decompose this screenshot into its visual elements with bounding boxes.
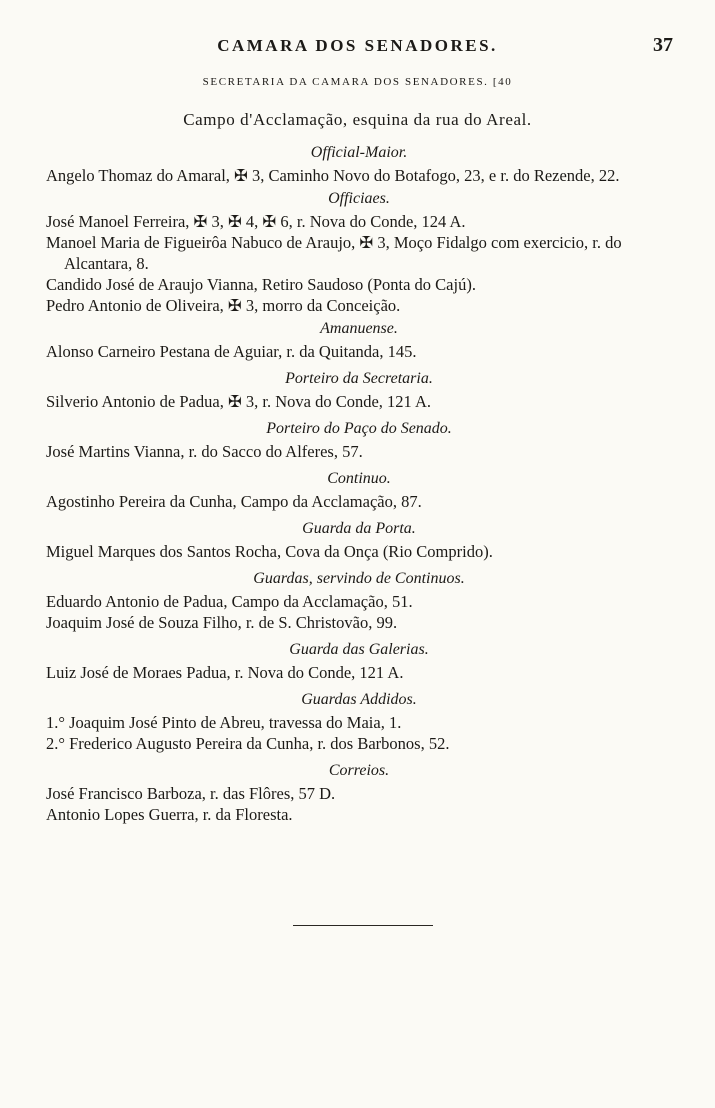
section-title-guarda-porta: Guarda da Porta. [302,520,416,537]
department-address: Campo d'Acclamação, esquina da rua do Areal. [183,110,532,129]
staff-entry: Agostinho Pereira da Cunha, Campo da Acclamação, 87. [46,492,422,511]
section-title-correios: Correios. [328,762,390,779]
section-title-guardas-addidos: Guardas Addidos. [301,691,417,708]
staff-entry: Eduardo Antonio de Padua, Campo da Acclamação, 51. [46,592,413,611]
staff-entry: 1.° Joaquim José Pinto de Abreu, travessa do Maia, 1. [46,713,402,732]
section-title-guarda-galerias: Guarda das Galerias. [289,641,429,658]
section-title-guardas-continuos: Guardas, servindo de Continuos. [253,570,465,587]
staff-entry: Silverio Antonio de Padua, ✠ 3, r. Nova do Conde, 121 A. [46,392,432,411]
staff-entry: Angelo Thomaz do Amaral, ✠ 3, Caminho Novo do Botafogo, 23, e r. do Rezende, 22. [46,166,620,185]
section-title-officiaes: Officiaes. [328,190,390,207]
section-title-amanuense: Amanuense. [320,320,398,337]
staff-entry: Joaquim José de Souza Filho, r. de S. Christovão, 99. [46,613,398,632]
staff-entry: José Francisco Barboza, r. das Flôres, 57 D. [46,784,336,803]
staff-entry: Antonio Lopes Guerra, r. da Floresta. [46,805,293,824]
department-title: SECRETARIA DA CAMARA DOS SENADORES. [40 [202,76,513,88]
staff-entry: Pedro Antonio de Oliveira, ✠ 3, morro da Conceição. [46,296,401,315]
section-title-porteiro-secretaria: Porteiro da Secretaria. [285,370,433,387]
section-title-continuo: Continuo. [327,470,391,487]
page-header [0,36,715,60]
staff-entry: Candido José de Araujo Vianna, Retiro Saudoso (Ponta do Cajú). [46,275,476,294]
staff-entry: Luiz José de Moraes Padua, r. Nova do Conde, 121 A. [46,663,404,682]
staff-entry: Alonso Carneiro Pestana de Aguiar, r. da Quitanda, 145. [46,342,417,361]
staff-entry: 2.° Frederico Augusto Pereira da Cunha, r. dos Barbonos, 52. [46,734,450,753]
page-number: 37 [653,34,673,56]
closing-rule [293,925,433,926]
staff-entry: Miguel Marques dos Santos Rocha, Cova da Onça (Rio Comprido). [46,542,493,561]
section-title-porteiro-paco: Porteiro do Paço do Senado. [266,420,452,437]
staff-entry: Manoel Maria de Figueirôa Nabuco de Araujo, ✠ 3, Moço Fidalgo com exercicio, r. do Alcantara, 8. [46,233,622,273]
section-title-official-maior: Official-Maior. [310,144,408,161]
staff-entry: José Martins Vianna, r. do Sacco do Alferes, 57. [46,442,363,461]
running-title: CAMARA DOS SENADORES. [217,36,498,55]
staff-entry: José Manoel Ferreira, ✠ 3, ✠ 4, ✠ 6, r. Nova do Conde, 124 A. [46,212,466,231]
staff-list [46,140,672,825]
